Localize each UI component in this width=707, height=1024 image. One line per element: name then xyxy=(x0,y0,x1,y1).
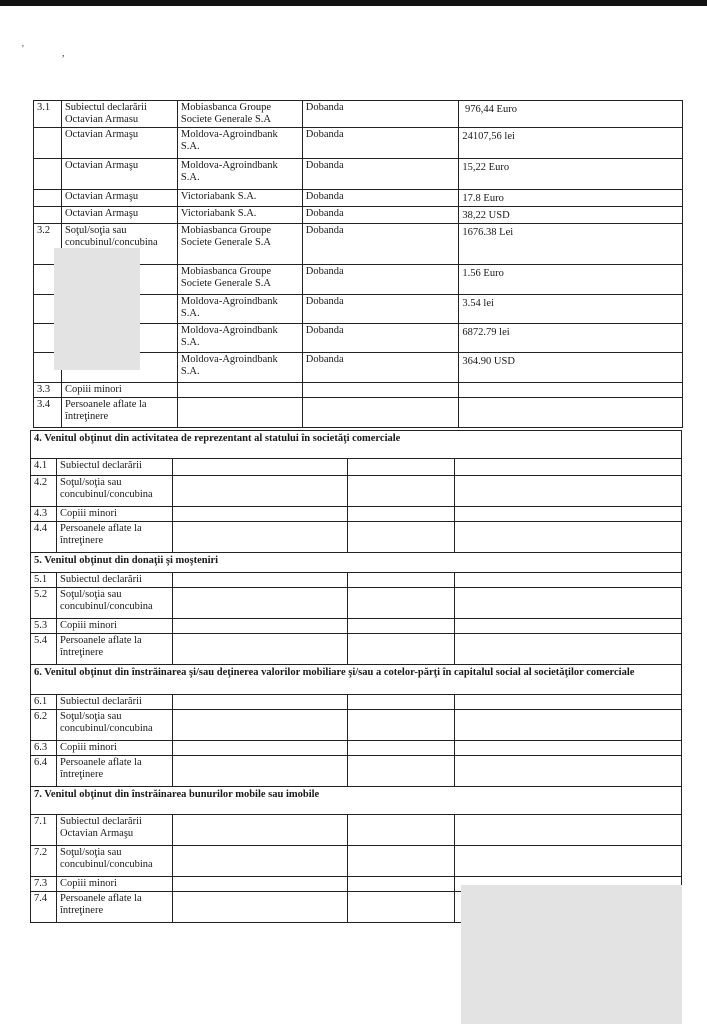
amount-cell: 976,44 Euro xyxy=(459,101,683,128)
subject-cell: Persoanele aflate la întreţinere xyxy=(56,892,172,923)
subject-cell: Persoanele aflate la întreţinere xyxy=(56,634,172,665)
empty-cell xyxy=(455,507,682,522)
subject-cell: Soţul/soţia sau concubinul/concubina xyxy=(56,476,172,507)
row-number: 6.4 xyxy=(31,756,57,787)
row-number: 7.3 xyxy=(31,877,57,892)
subject-cell: Subiectul declarării xyxy=(56,573,172,588)
section-title-row xyxy=(31,553,682,573)
empty-cell xyxy=(172,815,347,846)
empty-cell xyxy=(347,476,455,507)
amount-cell: 364.90 USD xyxy=(459,353,683,383)
empty-cell xyxy=(347,619,455,634)
section-title-row xyxy=(31,787,682,815)
subject-cell: Subiectul declarării xyxy=(56,459,172,476)
empty-cell xyxy=(172,588,347,619)
empty-cell xyxy=(172,522,347,553)
subject-cell: Soţul/soţia sau concubinul/concubina xyxy=(61,224,177,265)
empty-cell xyxy=(172,846,347,877)
row-number: 4.2 xyxy=(31,476,57,507)
empty-cell xyxy=(172,710,347,741)
row-number xyxy=(34,190,62,207)
amount-cell xyxy=(459,383,683,398)
table-row xyxy=(31,476,682,507)
empty-cell xyxy=(172,476,347,507)
amount-cell: 6872.79 lei xyxy=(459,324,683,353)
empty-cell xyxy=(455,573,682,588)
income-table-sections-4-7 xyxy=(30,430,682,923)
empty-cell xyxy=(455,459,682,476)
bank-cell: Moldova-Agroindbank S.A. xyxy=(177,128,302,159)
empty-cell xyxy=(455,522,682,553)
empty-cell xyxy=(347,710,455,741)
empty-cell xyxy=(347,695,455,710)
scan-mark: ' xyxy=(22,44,24,55)
bank-cell xyxy=(177,398,302,428)
bank-cell: Mobiasbanca Groupe Societe Generale S.A xyxy=(177,265,302,295)
empty-cell xyxy=(172,619,347,634)
empty-cell xyxy=(172,573,347,588)
subject-cell: Copiii minori xyxy=(56,619,172,634)
subject-cell: Octavian Armaşu xyxy=(61,128,177,159)
section-title: 7. Venitul obţinut din înstrăinarea bunurilor mobile sau imobile xyxy=(31,787,682,815)
subject-cell: Persoanele aflate la întreţinere xyxy=(56,522,172,553)
table-row xyxy=(31,710,682,741)
empty-cell xyxy=(347,459,455,476)
redacted-area xyxy=(461,885,682,1024)
table-row xyxy=(34,207,683,224)
table-row xyxy=(31,846,682,877)
row-number xyxy=(34,128,62,159)
subject-cell: Soţul/soţia sau concubinul/concubina xyxy=(56,588,172,619)
empty-cell xyxy=(172,695,347,710)
subject-cell: Copiii minori xyxy=(56,741,172,756)
row-number: 6.3 xyxy=(31,741,57,756)
row-number: 3.4 xyxy=(34,398,62,428)
row-number xyxy=(34,207,62,224)
subject-cell: Subiectul declarării Octavian Armasu xyxy=(61,101,177,128)
subject-cell: Soţul/soţia sau concubinul/concubina xyxy=(56,846,172,877)
table-row xyxy=(31,695,682,710)
bank-cell: Mobiasbanca Groupe Societe Generale S.A xyxy=(177,224,302,265)
empty-cell xyxy=(347,507,455,522)
income-type-cell: Dobanda xyxy=(302,159,459,190)
row-number: 3.3 xyxy=(34,383,62,398)
income-type-cell: Dobanda xyxy=(302,324,459,353)
income-type-cell: Dobanda xyxy=(302,224,459,265)
section-title: 6. Venitul obţinut din înstrăinarea şi/sau deţinerea valorilor mobiliare şi/sau a cotelor-părţi în capitalul social al societăţilor comerciale xyxy=(31,665,682,695)
income-type-cell: Dobanda xyxy=(302,128,459,159)
income-type-cell xyxy=(302,383,459,398)
empty-cell xyxy=(172,634,347,665)
table-row xyxy=(31,459,682,476)
empty-cell xyxy=(455,756,682,787)
table-row xyxy=(31,634,682,665)
income-type-cell: Dobanda xyxy=(302,353,459,383)
row-number: 3.2 xyxy=(34,224,62,265)
empty-cell xyxy=(347,522,455,553)
table-row xyxy=(34,383,683,398)
income-type-cell: Dobanda xyxy=(302,295,459,324)
amount-cell: 15,22 Euro xyxy=(459,159,683,190)
amount-cell: 1676.38 Lei xyxy=(459,224,683,265)
row-number: 6.2 xyxy=(31,710,57,741)
table-row xyxy=(34,159,683,190)
table-row xyxy=(31,756,682,787)
empty-cell xyxy=(172,756,347,787)
empty-cell xyxy=(455,741,682,756)
row-number: 5.4 xyxy=(31,634,57,665)
row-number: 4.4 xyxy=(31,522,57,553)
section-title: 4. Venitul obţinut din activitatea de reprezentant al statului în societăţi comerciale xyxy=(31,431,682,459)
empty-cell xyxy=(455,619,682,634)
empty-cell xyxy=(347,573,455,588)
empty-cell xyxy=(455,695,682,710)
income-type-cell xyxy=(302,398,459,428)
row-number: 4.3 xyxy=(31,507,57,522)
bank-cell: Victoriabank S.A. xyxy=(177,190,302,207)
bank-cell: Moldova-Agroindbank S.A. xyxy=(177,159,302,190)
row-number: 7.4 xyxy=(31,892,57,923)
subject-cell: Copiii minori xyxy=(56,507,172,522)
empty-cell xyxy=(455,634,682,665)
empty-cell xyxy=(347,588,455,619)
table-row xyxy=(34,190,683,207)
row-number: 3.1 xyxy=(34,101,62,128)
table-row xyxy=(34,398,683,428)
empty-cell xyxy=(347,756,455,787)
empty-cell xyxy=(172,892,347,923)
row-number: 5.2 xyxy=(31,588,57,619)
income-type-cell: Dobanda xyxy=(302,207,459,224)
row-number xyxy=(34,159,62,190)
row-number: 7.2 xyxy=(31,846,57,877)
subject-cell: Octavian Armaşu xyxy=(61,159,177,190)
empty-cell xyxy=(455,588,682,619)
row-number: 5.3 xyxy=(31,619,57,634)
income-type-cell: Dobanda xyxy=(302,101,459,128)
subject-cell: Soţul/soţia sau concubinul/concubina xyxy=(56,710,172,741)
row-number: 6.1 xyxy=(31,695,57,710)
subject-cell: Copiii minori xyxy=(56,877,172,892)
subject-cell: Subiectul declarării xyxy=(56,695,172,710)
empty-cell xyxy=(347,634,455,665)
empty-cell xyxy=(172,459,347,476)
subject-cell: Persoanele aflate la întreţinere xyxy=(61,398,177,428)
empty-cell xyxy=(172,507,347,522)
table-row xyxy=(31,741,682,756)
table-row xyxy=(31,522,682,553)
section-title-row xyxy=(31,665,682,695)
income-type-cell: Dobanda xyxy=(302,190,459,207)
row-number: 4.1 xyxy=(31,459,57,476)
empty-cell xyxy=(455,846,682,877)
subject-cell: Copiii minori xyxy=(61,383,177,398)
table-row xyxy=(34,101,683,128)
empty-cell xyxy=(347,877,455,892)
bank-cell xyxy=(177,383,302,398)
table-row xyxy=(34,128,683,159)
row-number: 5.1 xyxy=(31,573,57,588)
empty-cell xyxy=(455,815,682,846)
table-row xyxy=(31,815,682,846)
subject-cell: Subiectul declarării Octavian Armaşu xyxy=(56,815,172,846)
empty-cell xyxy=(347,741,455,756)
row-number: 7.1 xyxy=(31,815,57,846)
amount-cell: 1.56 Euro xyxy=(459,265,683,295)
bank-cell: Moldova-Agroindbank S.A. xyxy=(177,353,302,383)
subject-cell: Octavian Armaşu xyxy=(61,207,177,224)
empty-cell xyxy=(455,710,682,741)
empty-cell xyxy=(172,741,347,756)
scan-mark: , xyxy=(62,48,65,59)
amount-cell: 3.54 lei xyxy=(459,295,683,324)
scan-top-border xyxy=(0,0,707,6)
table-row xyxy=(31,507,682,522)
amount-cell: 17.8 Euro xyxy=(459,190,683,207)
empty-cell xyxy=(347,892,455,923)
amount-cell xyxy=(459,398,683,428)
table-row xyxy=(31,588,682,619)
amount-cell: 38,22 USD xyxy=(459,207,683,224)
subject-cell: Octavian Armaşu xyxy=(61,190,177,207)
subject-cell: Persoanele aflate la întreţinere xyxy=(56,756,172,787)
empty-cell xyxy=(172,877,347,892)
bank-cell: Moldova-Agroindbank S.A. xyxy=(177,295,302,324)
income-type-cell: Dobanda xyxy=(302,265,459,295)
empty-cell xyxy=(455,476,682,507)
empty-cell xyxy=(347,815,455,846)
bank-cell: Mobiasbanca Groupe Societe Generale S.A xyxy=(177,101,302,128)
empty-cell xyxy=(347,846,455,877)
section-title: 5. Venitul obţinut din donaţii şi moşteniri xyxy=(31,553,682,573)
table-row xyxy=(31,573,682,588)
section-title-row xyxy=(31,431,682,459)
bank-cell: Victoriabank S.A. xyxy=(177,207,302,224)
bank-cell: Moldova-Agroindbank S.A. xyxy=(177,324,302,353)
table-row xyxy=(31,619,682,634)
redacted-area xyxy=(54,248,140,370)
amount-cell: 24107,56 lei xyxy=(459,128,683,159)
